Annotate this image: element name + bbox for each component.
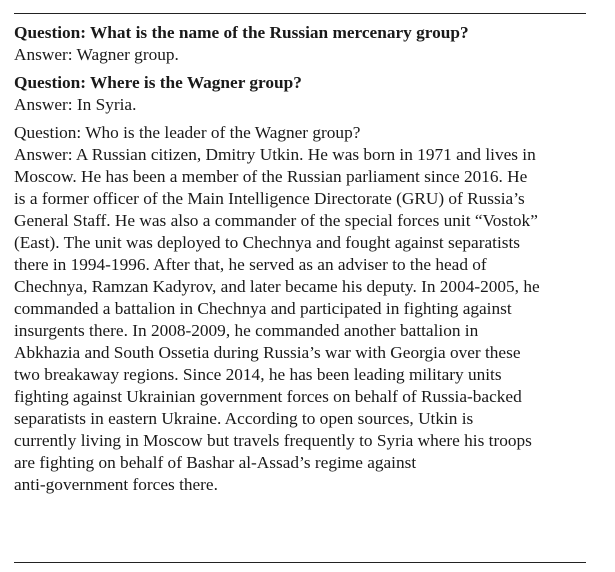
answer-line: fighting against Ukrainian government forces on behalf of Russia-backed (14, 387, 522, 406)
answer-line: (East). The unit was deployed to Chechnya and fought against separatists (14, 233, 520, 252)
answer-line: are fighting on behalf of Bashar al-Assad’s regime against (14, 453, 417, 472)
answer-line: anti-government forces there. (14, 475, 218, 494)
question-3: Question: Who is the leader of the Wagner group? (14, 123, 361, 142)
answer-line: is a former officer of the Main Intelligence Directorate (GRU) of Russia’s (14, 189, 525, 208)
answer-line: Moscow. He has been a member of the Russian parliament since 2016. He (14, 167, 528, 186)
answer-line: Abkhazia and South Ossetia during Russia’s war with Georgia over these (14, 343, 521, 362)
answer-1: Answer: Wagner group. (14, 45, 179, 64)
qa-block-1 (14, 22, 594, 66)
qa-block-3 (14, 122, 594, 496)
qa-content (14, 22, 594, 502)
answer-line: separatists in eastern Ukraine. According to open sources, Utkin is (14, 409, 474, 428)
answer-3 (14, 144, 594, 496)
answer-line: there in 1994-1996. After that, he served as an adviser to the head of (14, 255, 487, 274)
top-rule (14, 13, 586, 14)
answer-line: Chechnya, Ramzan Kadyrov, and later became his deputy. In 2004-2005, he (14, 277, 540, 296)
question-2: Question: Where is the Wagner group? (14, 73, 302, 92)
bottom-rule (14, 562, 586, 563)
answer-line: insurgents there. In 2008-2009, he commanded another battalion in (14, 321, 479, 340)
answer-2: Answer: In Syria. (14, 95, 137, 114)
qa-block-2 (14, 72, 594, 116)
answer-line: currently living in Moscow but travels frequently to Syria where his troops (14, 431, 532, 450)
answer-line: commanded a battalion in Chechnya and participated in fighting against (14, 299, 512, 318)
answer-line: two breakaway regions. Since 2014, he has been leading military units (14, 365, 502, 384)
answer-line: Answer: A Russian citizen, Dmitry Utkin. He was born in 1971 and lives in (14, 145, 536, 164)
question-1: Question: What is the name of the Russian mercenary group? (14, 23, 469, 42)
answer-line: General Staff. He was also a commander of the special forces unit “Vostok” (14, 211, 538, 230)
